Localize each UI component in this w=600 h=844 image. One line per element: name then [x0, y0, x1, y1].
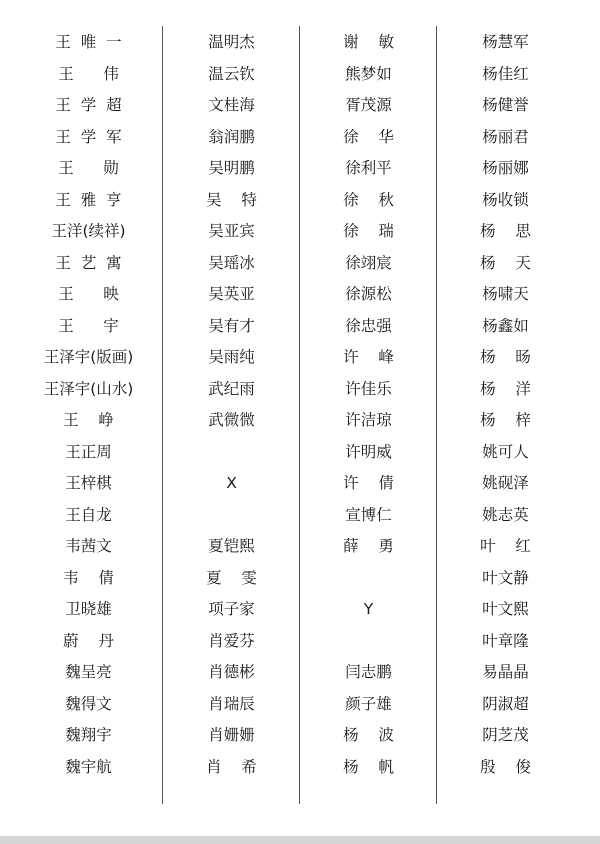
- name-entry: 肖 希: [206, 757, 257, 776]
- name-entry: 徐忠强: [345, 316, 392, 335]
- name-entry: 杨丽娜: [482, 159, 529, 177]
- name-entry: 杨 天: [480, 253, 531, 272]
- name-entry: 王 学 超: [55, 96, 122, 114]
- name-entry: 杨健誉: [482, 96, 529, 114]
- name-entry: 许 峰: [343, 348, 394, 366]
- name-entry: 王洋(续祥): [51, 222, 126, 240]
- name-entry: 王 艺 寓: [55, 253, 122, 272]
- name-entry: 杨鑫如: [482, 316, 529, 335]
- name-entry: 吴明鹏: [208, 159, 255, 177]
- name-entry: 叶文静: [482, 568, 529, 587]
- name-entry: 肖德彬: [208, 663, 255, 681]
- name-entry: 杨 梓: [480, 411, 531, 429]
- name-entry: 吴有才: [208, 316, 255, 335]
- name-entry: 姚志英: [482, 505, 529, 524]
- section-letter: Y: [363, 600, 374, 618]
- name-entry: 吴亚宾: [208, 222, 255, 240]
- name-entry: 谢 敏: [343, 33, 394, 51]
- name-entry: 易晶晶: [482, 663, 529, 681]
- name-entry: [163, 500, 300, 532]
- name-entry: 肖瑞辰: [208, 694, 255, 713]
- name-entry: 王梓棋: [65, 474, 112, 492]
- name-entry: 杨 波: [343, 726, 394, 744]
- name-entry: 殷 俊: [480, 757, 531, 776]
- name-entry: 杨收锁: [482, 190, 529, 209]
- name-entry: 胥茂源: [345, 96, 392, 114]
- name-entry: 夏 雯: [206, 568, 257, 587]
- name-entry: 杨 旸: [480, 348, 531, 366]
- name-entry: 卫晓雄: [65, 600, 112, 618]
- name-entry: 徐翊宸: [345, 253, 392, 272]
- name-entry: 韦 倩: [63, 568, 114, 587]
- name-entry: 王 学 军: [55, 127, 122, 146]
- name-entry: 阴淑超: [482, 694, 529, 713]
- name-entry: 武微微: [208, 411, 255, 429]
- name-entry: 徐 华: [343, 127, 394, 146]
- name-entry: [163, 437, 300, 469]
- name-entry: 魏得文: [65, 694, 112, 713]
- name-entry: 魏宇航: [65, 757, 112, 776]
- name-entry: 杨丽君: [482, 127, 529, 146]
- name-entry: 徐 瑞: [343, 222, 394, 240]
- name-column-3: [300, 27, 437, 783]
- name-entry: 许明威: [345, 442, 392, 461]
- name-entry: 许 倩: [343, 474, 394, 492]
- name-entry: 温明杰: [208, 33, 255, 51]
- name-entry: 吴英亚: [208, 285, 255, 303]
- name-entry: 项子家: [208, 600, 255, 618]
- name-entry: 许佳乐: [345, 379, 392, 398]
- name-entry: 徐 秋: [343, 190, 394, 209]
- name-entry: 吴瑶冰: [208, 253, 255, 272]
- name-entry: 吴雨纯: [208, 348, 255, 366]
- name-entry: 杨 思: [480, 222, 531, 240]
- page-bottom-edge: [0, 836, 600, 844]
- section-letter: X: [226, 474, 237, 492]
- name-entry: 叶章隆: [482, 631, 529, 650]
- name-entry: 叶文熙: [482, 600, 529, 618]
- name-entry: 姚砚泽: [482, 474, 529, 492]
- name-entry: 肖姗姗: [208, 726, 255, 744]
- name-entry: 肖爱芬: [208, 631, 255, 650]
- name-entry: 魏呈亮: [65, 663, 112, 681]
- name-entry: 王 勋: [58, 159, 119, 177]
- name-entry: 杨慧军: [482, 33, 529, 51]
- name-entry: 王 峥: [63, 411, 114, 429]
- name-entry: 闫志鹏: [345, 663, 392, 681]
- name-entry: 杨啸天: [482, 285, 529, 303]
- name-column-4: [437, 27, 574, 783]
- name-entry: 王正周: [65, 442, 112, 461]
- name-entry: 王泽宇(山水): [43, 379, 134, 398]
- name-entry: 杨佳红: [482, 64, 529, 83]
- name-entry: 许洁琼: [345, 411, 392, 429]
- name-entry: 温云钦: [208, 64, 255, 83]
- name-entry: [300, 563, 437, 595]
- name-entry: 王泽宇(版画): [43, 348, 134, 366]
- name-entry: 魏翔宇: [65, 726, 112, 744]
- name-entry: 叶 红: [480, 537, 531, 555]
- name-entry: 蔚 丹: [63, 631, 114, 650]
- name-entry: [300, 626, 437, 658]
- name-entry: 熊梦如: [345, 64, 392, 83]
- name-entry: 杨 洋: [480, 379, 531, 398]
- name-entry: 杨 帆: [343, 757, 394, 776]
- name-entry: 王 映: [58, 285, 119, 303]
- name-entry: 王 唯 一: [55, 33, 122, 51]
- name-entry: 薛 勇: [343, 537, 394, 555]
- name-entry: 王 伟: [58, 64, 119, 83]
- name-entry: 颜子雄: [345, 694, 392, 713]
- name-entry: 翁润鹏: [208, 127, 255, 146]
- name-entry: 王 宇: [58, 316, 119, 335]
- name-entry: 文桂海: [208, 96, 255, 114]
- name-entry: 徐利平: [345, 159, 392, 177]
- name-entry: 王 雅 亨: [55, 190, 122, 209]
- name-entry: 王自龙: [65, 505, 112, 524]
- name-column-1: [20, 27, 157, 783]
- name-entry: 姚可人: [482, 442, 529, 461]
- name-entry: 宣博仁: [345, 505, 392, 524]
- name-entry: 夏铠熙: [208, 537, 255, 555]
- name-column-2: [163, 27, 300, 783]
- name-entry: 韦茜文: [65, 537, 112, 555]
- name-entry: 徐源松: [345, 285, 392, 303]
- name-entry: 吴 特: [206, 190, 257, 209]
- name-entry: 阴芝茂: [482, 726, 529, 744]
- name-entry: 武纪雨: [208, 379, 255, 398]
